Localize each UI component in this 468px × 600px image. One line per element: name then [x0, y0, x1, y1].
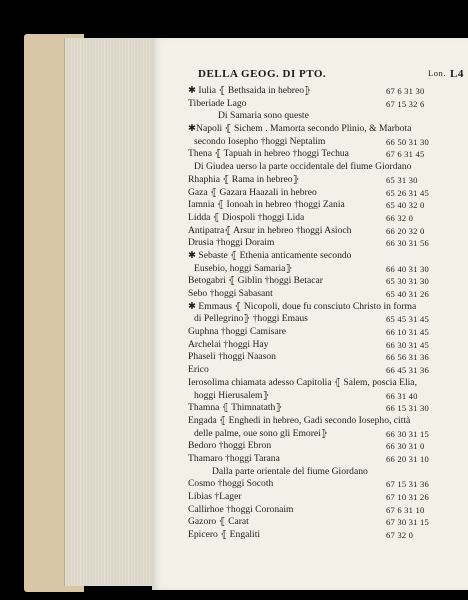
place-name: Libias †Lager: [188, 491, 242, 502]
table-row: [188, 440, 468, 453]
table-row: [188, 123, 468, 136]
coordinates: 66 50 31 30: [386, 136, 430, 147]
table-row: [188, 148, 468, 161]
table-row: [188, 516, 468, 529]
coordinates: 67 32 0: [386, 530, 414, 541]
table-row: [188, 187, 468, 200]
table-row: [188, 402, 468, 415]
place-name: Eusebio, hoggi Samaria⦄: [194, 262, 293, 274]
table-row: [188, 415, 468, 428]
table-row: [188, 199, 468, 212]
table-row: [188, 313, 468, 326]
place-name: Engada ⦃ Enghedi in hebreo, Gadi secondo Iosepho, città: [188, 414, 411, 426]
place-name: secondo Iosepho †hoggi Neptalim: [194, 135, 326, 147]
book: [24, 24, 468, 592]
table-row: [188, 174, 468, 187]
coordinates: 67 30 31 15: [386, 517, 430, 528]
table-row: [188, 288, 468, 301]
table-row: [188, 250, 468, 263]
table-row: [188, 428, 468, 441]
table-row: [188, 301, 468, 314]
coordinates: 65 40 31 26: [386, 289, 430, 299]
coordinates: 66 32 0: [386, 212, 414, 223]
coordinates: 67 6 31 10: [386, 504, 425, 515]
place-name: Thamaro †hoggi Tarana: [188, 452, 280, 464]
coordinates: 66 20 32 0: [386, 225, 425, 236]
coordinates: 67 10 31 26: [386, 492, 430, 502]
coordinates: 66 40 31 30: [386, 263, 430, 274]
place-name: delle palme, oue sono gli Emorei⦄: [194, 427, 328, 439]
place-name: Sebo †hoggi Sabasant: [188, 288, 273, 299]
place-name: Betogabri ⦃ Giblin †hoggi Betacar: [188, 275, 323, 287]
table-row: [188, 326, 468, 339]
table-row: [188, 136, 468, 149]
coordinates: 66 31 40: [386, 390, 418, 401]
table-row: [188, 351, 468, 364]
place-name: ✱ Emmaus ⦃ Nicopoli, doue fu consciuto Christo in forma: [188, 300, 417, 312]
table-row: [188, 377, 468, 390]
coordinates: 67 15 32 6: [386, 98, 425, 109]
place-name: Dalla parte orientale del fiume Giordano: [212, 465, 368, 477]
table-row: [188, 85, 468, 98]
table-row: [188, 466, 468, 479]
place-name: Guphna †hoggi Camisare: [188, 326, 287, 338]
place-name: Thamna ⦃ Thimnatath⦄: [188, 402, 283, 414]
table-row: [188, 390, 468, 403]
coordinates: 65 40 32 0: [386, 200, 425, 211]
coordinates: 65 30 31 30: [386, 276, 430, 287]
place-name: Archelai †hoggi Hay: [188, 338, 269, 350]
place-name: Antipatra⦃ Arsur in hebreo †hoggi Asioch: [188, 224, 352, 236]
place-name: Rhaphia ⦃ Rama in hebreo⦄: [188, 173, 300, 185]
place-name: Callirhoe †hoggi Coronaim: [188, 503, 294, 515]
table-row: [188, 339, 468, 352]
place-name: ✱ Sebaste ⦃ Ethenia anticamente secondo: [188, 249, 352, 261]
coordinates: 66 45 31 36: [386, 365, 430, 376]
place-name: hoggi Hierusalem⦄: [194, 389, 270, 401]
table-row: [188, 237, 468, 250]
longitude-label: Lon.: [428, 68, 446, 78]
place-name: Di Giudea uerso la parte occidentale del fiume Giordano: [194, 161, 412, 173]
place-name: Iamnia ⦃ Ionoah in hebreo †hoggi Zania: [188, 199, 345, 211]
place-name: Gaza ⦃ Gazara Haazali in hebreo: [188, 186, 317, 198]
coordinates: 66 30 31 15: [386, 428, 430, 439]
table-row: [188, 212, 468, 225]
folio-number: L4: [450, 68, 464, 80]
place-name: ✱Napoli ⦃ Sichem . Mamorta secondo Plinio, & Marbota: [188, 123, 412, 135]
place-name: Tiberiade Lago: [188, 97, 247, 109]
table-row: [188, 491, 468, 504]
place-name: Di Samaria sono queste: [218, 110, 309, 122]
place-name: Lidda ⦃ Diospoli †hoggi Lida: [188, 211, 305, 223]
gazetteer-table: [188, 85, 468, 542]
table-row: [188, 504, 468, 517]
coordinates: 66 30 31 0: [386, 441, 425, 452]
table-row: [188, 98, 468, 111]
place-name: Ierosolima chiamata adesso Capitolia ⦃ Salem, poscia Elia,: [188, 376, 417, 388]
table-row: [188, 161, 468, 174]
coordinates: 66 20 31 10: [386, 453, 430, 464]
coordinates: 66 30 31 56: [386, 238, 430, 249]
table-row: [188, 453, 468, 466]
coordinates: 67 15 31 36: [386, 479, 430, 490]
coordinates: 65 31 30: [386, 174, 418, 185]
coordinates: 67 6 31 30: [386, 86, 425, 96]
page: [152, 38, 468, 590]
place-name: di Pellegrino⦄ †hoggi Emaus: [194, 313, 308, 325]
running-title: DELLA GEOG. DI PTO.: [198, 68, 327, 80]
table-row: [188, 529, 468, 542]
place-name: Bedoro †hoggi Ebron: [188, 440, 272, 452]
coordinates: 66 30 31 45: [386, 339, 430, 350]
table-row: [188, 110, 468, 123]
table-row: [188, 275, 468, 288]
coordinates: 65 26 31 45: [386, 187, 430, 198]
table-row: [188, 225, 468, 238]
place-name: Gazoro ⦃ Carat: [188, 516, 249, 528]
running-header: [198, 68, 468, 80]
coordinates: 66 56 31 36: [386, 352, 430, 363]
coordinates: 67 6 31 45: [386, 149, 425, 160]
table-row: [188, 478, 468, 491]
table-row: [188, 263, 468, 276]
coordinates: 66 10 31 45: [386, 327, 430, 338]
place-name: Erico: [188, 364, 209, 376]
place-name: Epicero ⦃ Engaliti: [188, 529, 261, 541]
place-name: ✱ Iulia ⦃ Bethsaida in hebreo⦄: [188, 85, 312, 96]
table-row: [188, 364, 468, 377]
place-name: Drusia †hoggi Doraim: [188, 237, 275, 249]
place-name: Phaseli †hoggi Naason: [188, 351, 276, 363]
coordinates: 66 15 31 30: [386, 403, 430, 414]
place-name: Cosmo †hoggi Socoth: [188, 478, 274, 490]
coordinates: 65 45 31 45: [386, 314, 430, 325]
place-name: Thena ⦃ Tapuah in hebreo †hoggi Techua: [188, 148, 349, 160]
